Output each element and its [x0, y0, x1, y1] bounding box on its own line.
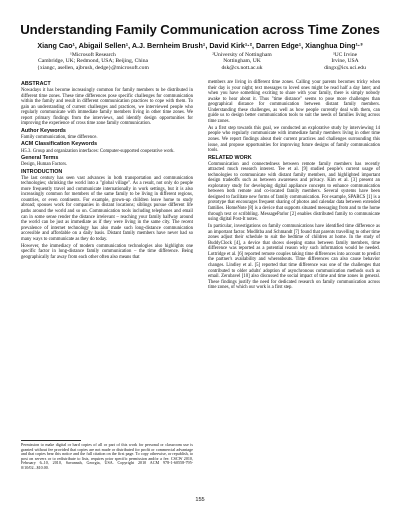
- affiliation-irvine: [300, 52, 390, 71]
- introduction-paragraph: The last century has seen vast advances in both transportation and communication technologies; shrinking the world into a "global village". As a result, not only do people more frequently travel and communicate internationally in work settings, but it is also increasingly common for members of the same family to be living in different regions, countries, or even continents. For example, grown-up children leave home to study abroad; spouses work for companies in distant locations; siblings pursue different life paths around the world and so on. Communication tools including telephones and email can in some sense render the distance irrelevant – reaching your family halfway around the world can be just as immediate as if they were living in the same city. The recent prevalence of internet technology has also made such long-distance communication accessible and affordable on a daily basis. Distant family members have never had so many ways to communicate as they do today.: [21, 175, 193, 242]
- affiliation-nottingham: [182, 52, 302, 71]
- paper-title: Understanding Family Communication across Time Zones: [20, 22, 380, 37]
- affiliation-line: {xiangc, asellen, ajbrush, dedge}@microsoft.com: [37, 64, 149, 71]
- introduction-paragraph: However, the immediacy of modern communication technologies also highlights one specific factor in long-distance family communication – the time difference. Being geographically far away from each other often also means that: [21, 243, 193, 260]
- right-column: [208, 80, 380, 292]
- terms-heading: General Terms: [21, 155, 59, 162]
- acm-heading: ACM Classification Keywords: [21, 141, 98, 148]
- affiliation-line: Nottingham, UK: [223, 58, 261, 65]
- footnote-text: Permission to make digital or hard copies of all or part of this work for personal or classroom use is granted without fee provided that copies are not made or distributed for profit or commercial advantage and that copies bear this notice and the full citation on the first page. To copy otherwise, or republish, to post on servers or to redistribute to lists, requires prior specific permission and/or a fee. CSCW 2010, February 6–10, 2010, Savannah, Georgia, USA. Copyright 2010 ACM 978-1-60558-795-0/10/02...$10.00.: [21, 442, 193, 470]
- abstract-text: Nowadays it has become increasingly common for family members to be distributed in different time zones. These time differences pose specific challenges for communication within the family and result in different communication practices to cope with them. To gain an understanding of current challenges and practices, we interviewed people who regularly communicate with immediate family members living in other time zones. We report primary findings from the interviews, and identify design opportunities for improving the experience of cross time zone family communication.: [21, 88, 193, 127]
- keywords-heading: Author Keywords: [21, 127, 66, 134]
- related-work-heading: RELATED WORK: [208, 154, 252, 161]
- affiliation-line: Cambridge, UK; Redmond, USA; Beijing, China: [37, 58, 148, 65]
- acm-text: H5.3. Group and organization interfaces: Computer-supported cooperative work.: [21, 148, 175, 154]
- affiliation-line: dsk@cs.nott.ac.uk: [221, 64, 263, 71]
- footnote-rule: [21, 440, 81, 441]
- keywords-text: Family communication, time difference.: [21, 134, 98, 140]
- body-paragraph: As a first step towards this goal, we conducted an explorative study by interviewing 14 people who regularly communicate with immediate family members living in other time zones. We report findings about their current practices and challenges surrounding this issue, and propose opportunities for improving future designs of family communication tools.: [208, 125, 380, 154]
- introduction-heading: INTRODUCTION: [21, 168, 63, 175]
- body-paragraph: members are living in different time zones. Calling your parents becomes tricky when their day is your night; text messages to loved ones might be read half a day later; and when you have something exciting to share with your family, there is simply nobody awake to hear about it. Thus "time distance" seems to pose more challenges than geographical distance for communication between distant family members. Understanding these challenges, as well as how people currently deal with them, can guide us to design better communication tools to suit the needs of families living across time zones.: [208, 80, 380, 124]
- abstract-heading: ABSTRACT: [21, 81, 51, 87]
- affiliation-line: dingx@ics.uci.edu: [324, 64, 366, 71]
- page-number: 155: [195, 497, 205, 503]
- affiliation-line: ³UC Irvine: [332, 52, 358, 58]
- author-list: Xiang Cao¹, Abigail Sellen¹, A.J. Bernheim Brush¹, David Kirk¹·², Darren Edge¹, Xianghua Ding¹·³: [37, 41, 363, 50]
- affiliation-line: ²University of Nottingham: [212, 52, 272, 58]
- related-work-paragraph: In particular, investigations on family communications have identified time difference as an important factor. Modlitba and Schmandt [7] found that parents travelling to other time zones adjust their schedule to suit the bedtime of children at home. In the study of BuddyClock [4], a device that shows sleeping status between family members, time difference was reported as a potential reason why such information would be needed. Lottridge et al. [6] reported remote couples taking time differences into account to predict the partner's availability and whereabouts. Time differences can also cause behavior changes. Lindley et al. [5] reported that time difference was one of the challenges that contributed to older adults' adoption of asynchronous communication methods such as email. Zerubavel [10] also discussed the social impact of time and time zones in general. These findings justify the need for dedicated research on family communication across time zones, of which our work is a first step.: [208, 224, 380, 291]
- affiliation-line: ¹Microsoft Research: [70, 52, 116, 58]
- left-column: [21, 80, 193, 262]
- affiliation-line: Irvine, USA: [331, 58, 359, 65]
- terms-text: Design, Human Factors.: [21, 162, 68, 168]
- related-work-paragraph: Communication and connectedness between remote family members has recently attracted much research interest. Tee et al. [9] studied people's current usage of technologies to communicate with distant family members, and highlighted important design tradeoffs such as between awareness and privacy. Kim et al. [3] present an exploratory study for developing digital appliance concepts to enhance communication between both remote and co-located family members. Several systems have been designed to facilitate new forms of family communication. For example, SPARCS [1] is a prototype that encourages frequent sharing of photos and calendar data between extended families. HomeNote [8] is a device that supports situated messaging from and to the home through text or scribbling. MessageParlor [2] enables distributed family to communicate using digital Post-It notes.: [208, 161, 380, 223]
- affiliation-microsoft: [18, 52, 168, 71]
- copyright-footnote: [21, 440, 193, 471]
